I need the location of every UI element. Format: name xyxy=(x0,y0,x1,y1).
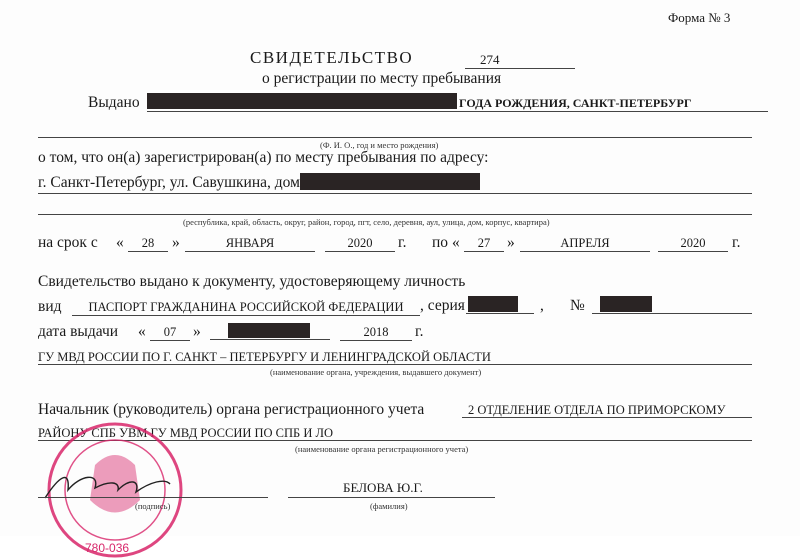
divider xyxy=(210,339,330,340)
divider xyxy=(38,137,752,138)
reg-body-line1: 2 ОТДЕЛЕНИЕ ОТДЕЛА ПО ПРИМОРСКОМУ xyxy=(468,403,726,417)
caption-fio: (Ф. И. О., год и место рождения) xyxy=(320,140,439,150)
redacted-number xyxy=(600,296,652,312)
issuer: ГУ МВД РОССИИ ПО Г. САНКТ – ПЕТЕРБУРГУ И ЛЕНИНГРАДСКОЙ ОБЛАСТИ xyxy=(38,350,491,364)
quote: » xyxy=(172,234,180,251)
document-subtitle: о регистрации по месту пребывания xyxy=(262,70,502,87)
signature-caption: (подпись) xyxy=(135,501,171,511)
signature-line xyxy=(38,497,268,498)
from-year: 2020 xyxy=(325,236,395,252)
issued-label: Выдано xyxy=(88,94,140,111)
quote: » xyxy=(507,234,515,251)
doc-type: ПАСПОРТ ГРАЖДАНИНА РОССИЙСКОЙ ФЕДЕРАЦИИ xyxy=(72,300,420,316)
issue-label: дата выдачи xyxy=(38,323,119,340)
caption-address: (республика, край, область, округ, район, город, пгт, село, деревня, аул, улица, дом, корпус, квартира) xyxy=(183,217,550,227)
address: г. Санкт-Петербург, ул. Савушкина, дом xyxy=(38,174,300,191)
divider xyxy=(38,193,752,194)
caption-issuer: (наименование органа, учреждения, выдавшего документ) xyxy=(270,367,482,377)
redacted-name xyxy=(147,93,457,109)
series-label: , серия xyxy=(420,297,465,314)
comma: , xyxy=(540,297,544,314)
to-label: по xyxy=(432,234,449,251)
issued-to-suffix: ГОДА РОЖДЕНИЯ, САНКТ-ПЕТЕРБУРГ xyxy=(459,96,692,110)
redacted-address xyxy=(300,173,480,190)
redacted-issue-month xyxy=(228,323,310,338)
term-label: на срок с xyxy=(38,234,98,251)
divider xyxy=(466,313,534,314)
quote: « xyxy=(138,323,146,340)
document-text: Свидетельство выдано к документу, удостоверяющему личность xyxy=(38,273,466,290)
to-day: 27 xyxy=(464,236,504,252)
surname-caption: (фамилия) xyxy=(370,501,408,511)
reg-body-line2: РАЙОНУ СПБ УВМ ГУ МВД РОССИИ ПО СПБ И ЛО xyxy=(38,426,334,440)
certificate-number: 274 xyxy=(465,52,575,69)
from-day: 28 xyxy=(128,236,168,252)
quote: « xyxy=(452,234,460,251)
head-label: Начальник (руководитель) органа регистрационного учета xyxy=(38,401,425,418)
divider xyxy=(38,364,752,365)
surname-line xyxy=(288,497,495,498)
divider xyxy=(147,111,768,112)
quote: « xyxy=(116,234,124,251)
redacted-series xyxy=(468,296,518,312)
form-number: Форма № 3 xyxy=(668,10,731,25)
registered-text: о том, что он(а) зарегистрирован(а) по месту пребывания по адресу: xyxy=(38,149,489,166)
issue-year: 2018 xyxy=(340,325,412,341)
year-suffix: г. xyxy=(415,323,424,340)
to-month: АПРЕЛЯ xyxy=(520,236,650,252)
divider xyxy=(462,417,752,418)
doc-type-label: вид xyxy=(38,298,62,315)
year-suffix: г. xyxy=(732,234,741,251)
year-suffix: г. xyxy=(398,234,407,251)
to-year: 2020 xyxy=(658,236,728,252)
from-month: ЯНВАРЯ xyxy=(185,236,315,252)
number-label: № xyxy=(570,297,585,314)
quote: » xyxy=(193,323,201,340)
caption-reg-body: (наименование органа регистрационного учета) xyxy=(295,444,469,454)
svg-text:780-036: 780-036 xyxy=(85,541,130,555)
issue-day: 07 xyxy=(150,325,190,341)
divider xyxy=(592,313,752,314)
surname: БЕЛОВА Ю.Г. xyxy=(343,480,423,495)
document-title: СВИДЕТЕЛЬСТВО xyxy=(250,48,414,67)
divider xyxy=(38,214,752,215)
